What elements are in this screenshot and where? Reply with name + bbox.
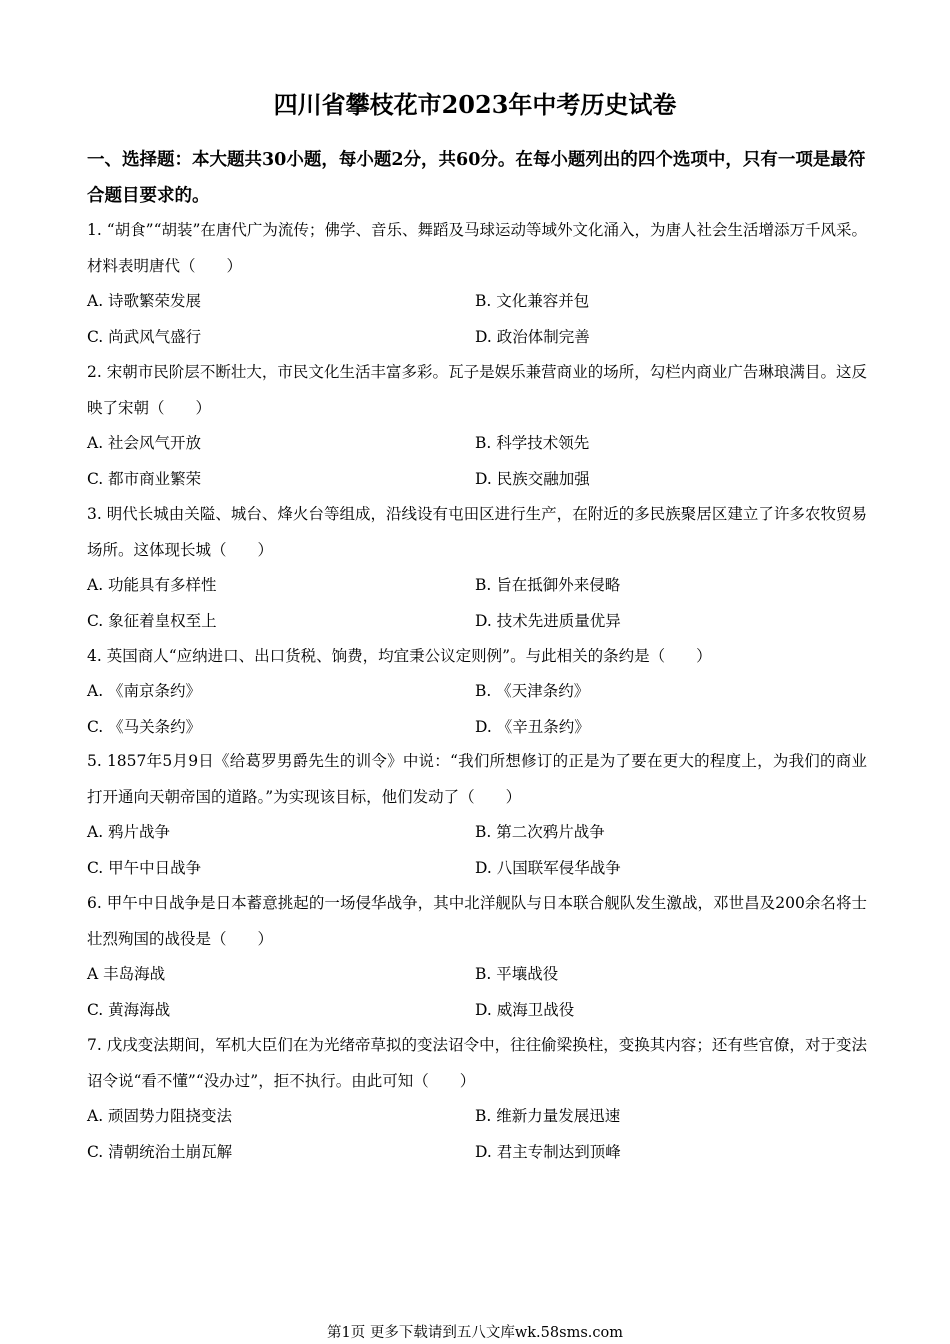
- question-options: [87, 1099, 867, 1170]
- option-c: C. 清朝统治土崩瓦解: [87, 1142, 233, 1161]
- question-options: [87, 426, 867, 497]
- option-b: B. 平壤战役: [475, 965, 559, 983]
- option-a: A 丰岛海战: [87, 965, 166, 983]
- option-b: B. 科学技术领先: [475, 434, 590, 452]
- option-b: B. 第二次鸦片战争: [475, 823, 605, 841]
- option-a: A. 《南京条约》: [87, 682, 202, 700]
- option-a: A. 诗歌繁荣发展: [87, 292, 202, 310]
- question-options: [87, 568, 867, 639]
- option-d: D. 威海卫战役: [475, 1000, 575, 1019]
- section-heading: 一、选择题：本大题共30小题，每小题2分，共60分。在每小题列出的四个选项中，只有一项是最符合题目要求的。: [87, 150, 866, 206]
- question-2: [87, 354, 867, 497]
- question-options: [87, 284, 867, 355]
- option-a: A. 社会风气开放: [87, 434, 202, 452]
- option-d: D. 技术先进质量优异: [475, 611, 621, 630]
- question-4: [87, 638, 867, 745]
- question-5: [87, 743, 867, 886]
- question-stem: 6. 甲午中日战争是日本蓄意挑起的一场侵华战争，其中北洋舰队与日本联合舰队发生激战，邓世昌及200余名将士壮烈殉国的战役是（ ）: [87, 894, 867, 948]
- question-options: [87, 957, 867, 1028]
- option-c: C. 尚武风气盛行: [87, 327, 202, 346]
- question-3: [87, 496, 867, 639]
- question-stem: 7. 戊戌变法期间，军机大臣们在为光绪帝草拟的变法诏令中，往往偷梁换柱，变换其内容；还有些官僚，对于变法诏令说“看不懂”“没办过”，拒不执行。由此可知（ ）: [87, 1036, 867, 1090]
- question-stem: 3. 明代长城由关隘、城台、烽火台等组成，沿线设有屯田区进行生产，在附近的多民族聚居区建立了许多农牧贸易场所。这体现长城（ ）: [87, 505, 867, 559]
- question-7: [87, 1027, 867, 1170]
- option-d: D. 民族交融加强: [475, 469, 590, 488]
- option-c: C. 象征着皇权至上: [87, 611, 217, 630]
- option-c: C. 黄海海战: [87, 1000, 171, 1019]
- option-d: D. 君主专制达到顶峰: [475, 1142, 621, 1161]
- question-stem: 4. 英国商人“应纳进口、出口货税、饷费，均宜秉公议定则例”。与此相关的条约是（ ）: [87, 647, 712, 665]
- option-b: B. 文化兼容并包: [475, 292, 590, 310]
- option-a: A. 顽固势力阻挠变法: [87, 1107, 233, 1125]
- question-1: [87, 212, 867, 355]
- option-a: A. 功能具有多样性: [87, 576, 217, 594]
- question-stem: 5. 1857年5月9日《给葛罗男爵先生的训令》中说：“我们所想修订的正是为了要在更大的程度上，为我们的商业打开通向天朝帝国的道路。”为实现该目标，他们发动了（ ）: [87, 752, 867, 806]
- page-title: 四川省攀枝花市2023年中考历史试卷: [273, 90, 677, 119]
- option-c: C. 《马关条约》: [87, 717, 202, 736]
- option-b: B. 旨在抵御外来侵略: [475, 576, 621, 594]
- option-d: D. 《辛丑条约》: [475, 717, 590, 736]
- page-footer: 第1页 更多下载请到五八文库wk.58sms.com: [327, 1325, 623, 1341]
- question-stem: 2. 宋朝市民阶层不断壮大，市民文化生活丰富多彩。瓦子是娱乐兼营商业的场所，勾栏内商业广告琳琅满目。这反映了宋朝（ ）: [87, 363, 867, 417]
- option-a: A. 鸦片战争: [87, 823, 171, 841]
- question-6: [87, 885, 867, 1028]
- option-b: B. 《天津条约》: [475, 682, 590, 700]
- question-options: [87, 674, 867, 745]
- question-options: [87, 815, 867, 886]
- option-b: B. 维新力量发展迅速: [475, 1107, 621, 1125]
- option-d: D. 八国联军侵华战争: [475, 858, 621, 877]
- question-stem: 1. “胡食”“胡装”在唐代广为流传；佛学、音乐、舞蹈及马球运动等域外文化涌入，为唐人社会生活增添万千风采。材料表明唐代（ ）: [87, 221, 867, 275]
- option-d: D. 政治体制完善: [475, 327, 590, 346]
- option-c: C. 都市商业繁荣: [87, 469, 202, 488]
- option-c: C. 甲午中日战争: [87, 858, 202, 877]
